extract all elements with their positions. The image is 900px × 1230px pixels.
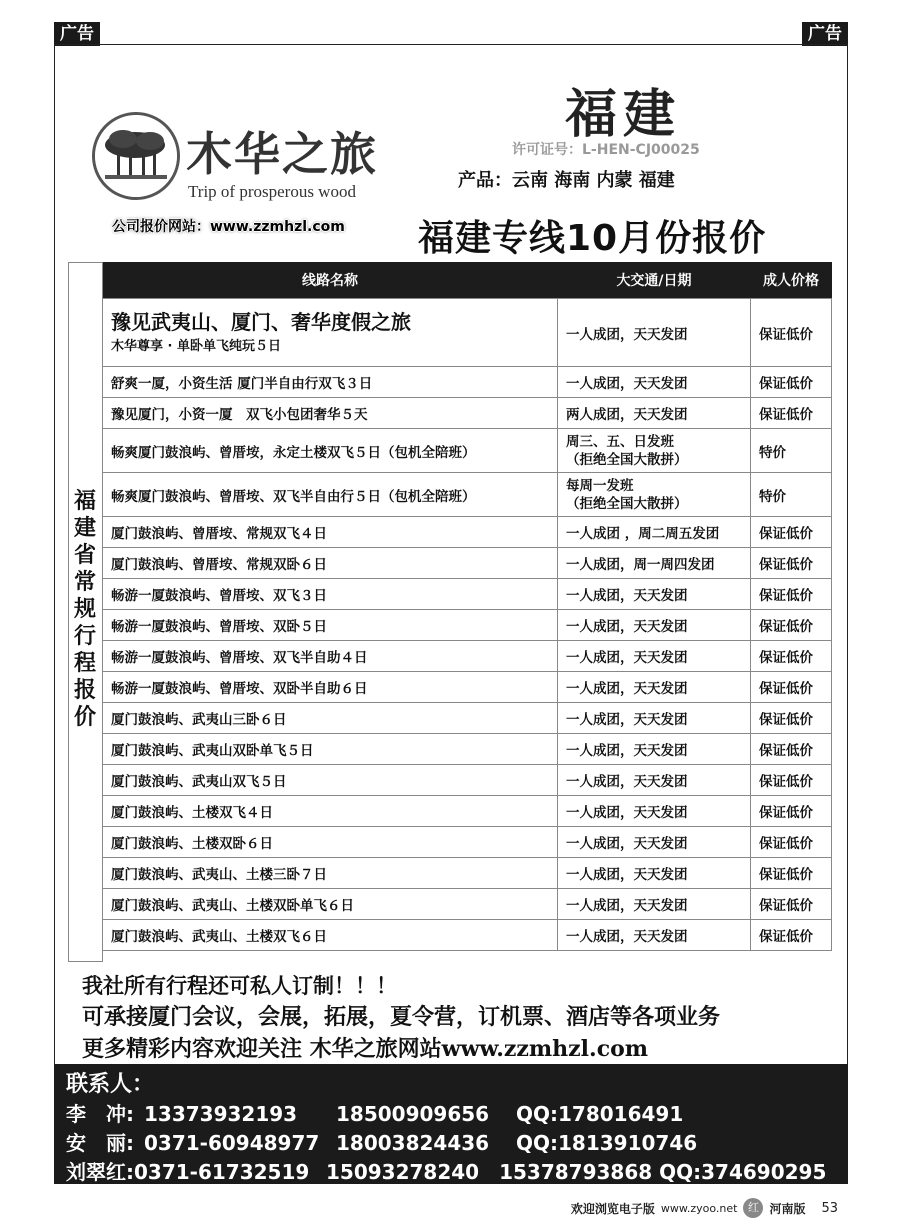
header-price: 成人价格 bbox=[751, 262, 832, 299]
promo-custom-trips: 我社所有行程还可私人订制！！！ bbox=[82, 973, 397, 998]
table-row bbox=[103, 429, 832, 473]
schedule-line: 周三、五、日发班 bbox=[566, 433, 674, 450]
contact-phone: 0371-60948977 bbox=[144, 1131, 320, 1155]
route-schedule bbox=[558, 429, 751, 473]
route-schedule: 一人成团，天天发团 bbox=[558, 579, 751, 610]
route-name: 厦门鼓浪屿、武夷山、土楼三卧７日 bbox=[103, 858, 558, 889]
route-price: 保证低价 bbox=[751, 367, 832, 398]
route-schedule: 一人成团，天天发团 bbox=[558, 889, 751, 920]
route-schedule: 一人成团，天天发团 bbox=[558, 827, 751, 858]
brand-name: 木华之旅 bbox=[186, 127, 378, 181]
route-price: 保证低价 bbox=[751, 920, 832, 951]
footer-welcome: 欢迎浏览电子版 bbox=[570, 1201, 655, 1216]
page-headline: 福建专线10月份报价 bbox=[418, 218, 767, 259]
route-price: 保证低价 bbox=[751, 610, 832, 641]
route-price: 保证低价 bbox=[751, 299, 832, 367]
route-schedule: 一人成团，天天发团 bbox=[558, 367, 751, 398]
footer-edition: 河南版 bbox=[769, 1201, 806, 1216]
schedule-note: （拒绝全国大散拼） bbox=[566, 451, 688, 468]
route-name: 畅爽厦门鼓浪屿、曾厝垵，永定土楼双飞５日（包机全陪班） bbox=[103, 429, 558, 473]
header-schedule: 大交通/日期 bbox=[558, 262, 751, 299]
page-number: 53 bbox=[821, 1200, 838, 1216]
ad-tag-left: 广告 bbox=[54, 22, 100, 46]
route-price: 特价 bbox=[751, 429, 832, 473]
route-name: 厦门鼓浪屿、土楼双飞４日 bbox=[103, 796, 558, 827]
header-route-name: 线路名称 bbox=[103, 262, 558, 299]
table-row bbox=[103, 920, 832, 951]
route-price: 保证低价 bbox=[751, 734, 832, 765]
schedule-line: 每周一发班 bbox=[566, 477, 634, 494]
route-schedule: 一人成团，天天发团 bbox=[558, 796, 751, 827]
route-name: 豫见厦门，小资一厦 双飞小包团奢华５天 bbox=[103, 398, 558, 429]
route-name: 厦门鼓浪屿、曾厝垵、常规双飞４日 bbox=[103, 517, 558, 548]
destination-title: 福建 bbox=[565, 84, 682, 145]
contact-row bbox=[66, 1129, 836, 1158]
route-price: 保证低价 bbox=[751, 703, 832, 734]
contact-qq: QQ:178016491 bbox=[516, 1102, 684, 1126]
route-name: 畅游一厦鼓浪屿、曾厝垵、双卧半自助６日 bbox=[103, 672, 558, 703]
table-row bbox=[103, 641, 832, 672]
table-row bbox=[103, 734, 832, 765]
route-name: 厦门鼓浪屿、武夷山、土楼双飞６日 bbox=[103, 920, 558, 951]
route-name: 厦门鼓浪屿、曾厝垵、常规双卧６日 bbox=[103, 548, 558, 579]
route-schedule: 一人成团，天天发团 bbox=[558, 672, 751, 703]
route-price: 保证低价 bbox=[751, 672, 832, 703]
table-row bbox=[103, 517, 832, 548]
tree-logo-icon bbox=[92, 112, 180, 200]
route-name: 厦门鼓浪屿、武夷山三卧６日 bbox=[103, 703, 558, 734]
edition-badge-icon: 红 bbox=[743, 1198, 763, 1218]
contact-phone: 13373932193 bbox=[144, 1102, 298, 1126]
table-row bbox=[103, 889, 832, 920]
brand-slogan: Trip of prosperous wood bbox=[188, 182, 356, 201]
route-price: 保证低价 bbox=[751, 517, 832, 548]
table-row bbox=[103, 858, 832, 889]
route-price: 保证低价 bbox=[751, 858, 832, 889]
table-row bbox=[103, 765, 832, 796]
route-schedule: 一人成团，周一周四发团 bbox=[558, 548, 751, 579]
route-schedule: 一人成团 ，周二周五发团 bbox=[558, 517, 751, 548]
table-row bbox=[103, 703, 832, 734]
company-website[interactable]: 公司报价网站：www.zzmhzl.com bbox=[112, 219, 345, 235]
route-name: 畅游一厦鼓浪屿、曾厝垵、双卧５日 bbox=[103, 610, 558, 641]
route-name: 畅爽厦门鼓浪屿、曾厝垵、双飞半自由行５日（包机全陪班） bbox=[103, 473, 558, 517]
contact-phone: 18003824436 bbox=[336, 1131, 490, 1155]
route-price: 保证低价 bbox=[751, 796, 832, 827]
table-row bbox=[103, 473, 832, 517]
route-name: 厦门鼓浪屿、武夷山双卧单飞５日 bbox=[103, 734, 558, 765]
promo-website: 更多精彩内容欢迎关注 木华之旅网站www.zzmhzl.com bbox=[82, 1036, 649, 1062]
ad-tag-right: 广告 bbox=[802, 22, 848, 46]
table-row bbox=[103, 398, 832, 429]
route-schedule: 一人成团，天天发团 bbox=[558, 858, 751, 889]
side-label: 福 建 省 常 规 行 程 报 价 bbox=[73, 489, 96, 730]
route-schedule: 一人成团，天天发团 bbox=[558, 610, 751, 641]
license-number: 许可证号：L-HEN-CJ00025 bbox=[512, 142, 700, 158]
route-price: 保证低价 bbox=[751, 398, 832, 429]
route-name: 厦门鼓浪屿、土楼双卧６日 bbox=[103, 827, 558, 858]
schedule-note: （拒绝全国大散拼） bbox=[566, 495, 688, 512]
table-row-featured bbox=[103, 299, 832, 367]
featured-title: 豫见武夷山、厦门、奢华度假之旅 bbox=[111, 309, 411, 334]
route-schedule: 一人成团，天天发团 bbox=[558, 734, 751, 765]
route-name: 畅游一厦鼓浪屿、曾厝垵、双飞３日 bbox=[103, 579, 558, 610]
contact-phone: 15093278240 bbox=[326, 1160, 480, 1184]
route-price: 保证低价 bbox=[751, 548, 832, 579]
footer-url[interactable]: www.zyoo.net bbox=[660, 1201, 738, 1215]
featured-subtitle: 木华尊享 · 单卧单飞纯玩５日 bbox=[111, 338, 281, 354]
route-name: 畅游一厦鼓浪屿、曾厝垵、双飞半自助４日 bbox=[103, 641, 558, 672]
route-schedule: 一人成团，天天发团 bbox=[558, 703, 751, 734]
route-name: 舒爽一厦，小资生活 厦门半自由行双飞３日 bbox=[103, 367, 558, 398]
route-schedule: 两人成团，天天发团 bbox=[558, 398, 751, 429]
route-price: 保证低价 bbox=[751, 827, 832, 858]
contact-title: 联系人： bbox=[66, 1072, 155, 1097]
contact-row bbox=[66, 1158, 836, 1187]
route-price: 特价 bbox=[751, 473, 832, 517]
route-schedule: 一人成团，天天发团 bbox=[558, 765, 751, 796]
product-list: 产品：云南 海南 内蒙 福建 bbox=[458, 170, 675, 191]
table-row bbox=[103, 579, 832, 610]
table-row bbox=[103, 610, 832, 641]
route-price: 保证低价 bbox=[751, 579, 832, 610]
route-schedule bbox=[558, 473, 751, 517]
contact-phone: 0371-61732519 bbox=[134, 1160, 310, 1184]
contact-name: 安 丽: bbox=[66, 1131, 134, 1155]
table-row bbox=[103, 548, 832, 579]
contact-name: 刘翠红: bbox=[66, 1160, 134, 1184]
route-price: 保证低价 bbox=[751, 641, 832, 672]
page-footer bbox=[571, 1198, 838, 1218]
route-name bbox=[103, 299, 558, 367]
promo-services: 可承接厦门会议，会展，拓展，夏令营，订机票、酒店等各项业务 bbox=[82, 1004, 721, 1030]
route-name: 厦门鼓浪屿、武夷山双飞５日 bbox=[103, 765, 558, 796]
route-price-table bbox=[102, 262, 832, 951]
route-name: 厦门鼓浪屿、武夷山、土楼双卧单飞６日 bbox=[103, 889, 558, 920]
table-header bbox=[103, 262, 832, 299]
contact-panel bbox=[54, 1064, 848, 1184]
route-schedule: 一人成团，天天发团 bbox=[558, 920, 751, 951]
route-schedule: 一人成团，天天发团 bbox=[558, 299, 751, 367]
route-price: 保证低价 bbox=[751, 765, 832, 796]
route-schedule: 一人成团，天天发团 bbox=[558, 641, 751, 672]
table-row bbox=[103, 367, 832, 398]
route-price: 保证低价 bbox=[751, 889, 832, 920]
table-row bbox=[103, 796, 832, 827]
contact-qq: 15378793868 QQ:374690295 bbox=[499, 1160, 827, 1184]
table-row bbox=[103, 827, 832, 858]
contact-name: 李 冲: bbox=[66, 1102, 134, 1126]
contact-row bbox=[66, 1100, 836, 1129]
contact-qq: QQ:1813910746 bbox=[516, 1131, 698, 1155]
contact-phone: 18500909656 bbox=[336, 1102, 490, 1126]
table-row bbox=[103, 672, 832, 703]
